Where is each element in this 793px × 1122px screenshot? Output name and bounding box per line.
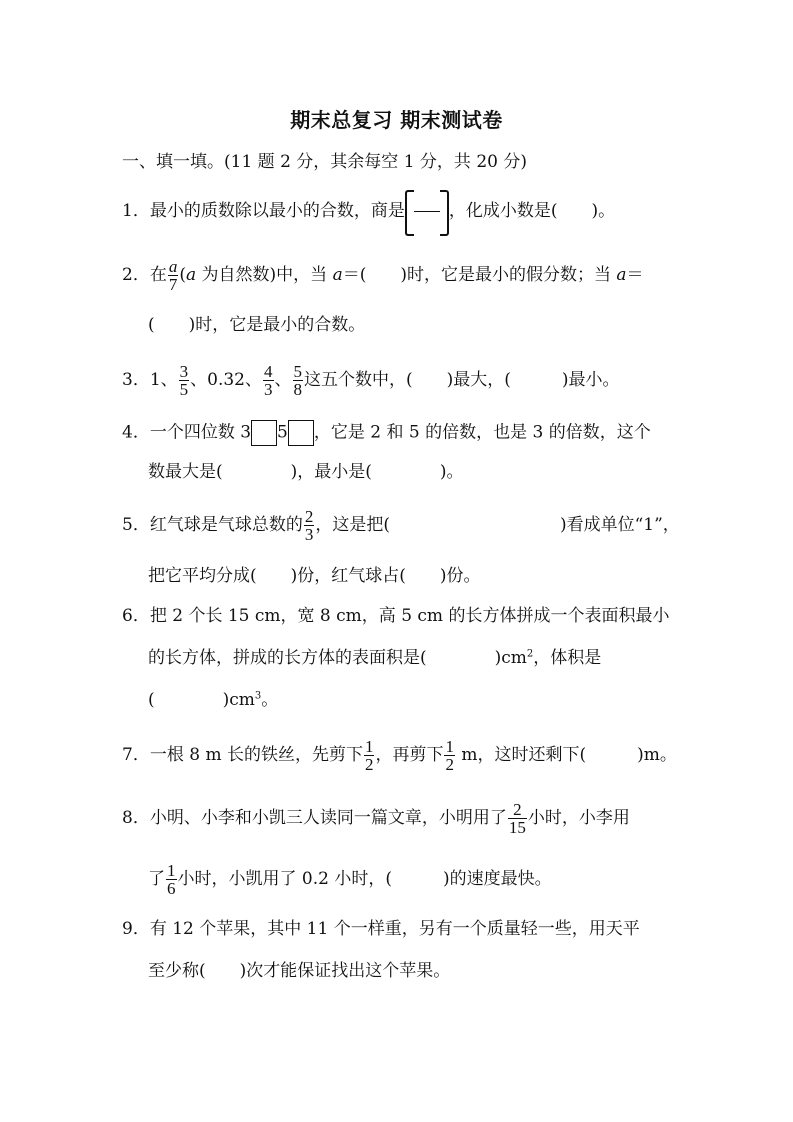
question-4-line-2: 数最大是( )，最小是( )。: [148, 462, 464, 482]
question-8: 8．小明、小李和小凯三人读同一篇文章，小明用了 $\frac{2}{15}$ 小时，小李用: [122, 800, 630, 837]
question-5-line-2: 把它平均分成( )份，红气球占( )份。: [148, 566, 481, 586]
digit-box-1[interactable]: [251, 420, 277, 446]
question-8-line-2: 了 $\frac{1}{6}$ 小时，小凯用了 0.2 小时，( )的速度最快。: [148, 861, 552, 898]
page-title: 期末总复习 期末测试卷: [290, 108, 503, 132]
section-heading: 一、填一填。(11 题 2 分，其余每空 1 分，共 20 分): [122, 152, 527, 172]
question-9: 9．有 12 个苹果，其中 11 个一样重，另有一个质量轻一些，用天平: [122, 919, 640, 939]
question-3: 3．1、 $\frac{3}{5}$ 、0.32、 $\frac{4}{3}$ 、 $\frac{5}{8}$ 这五个数中，( )最大，( )最小。: [122, 362, 620, 399]
digit-box-2[interactable]: [288, 420, 314, 446]
question-5: 5．红气球是气球总数的 $\frac{2}{3}$ ，这是把( )看成单位“1”，: [122, 507, 680, 544]
question-9-line-2: 至少称( )次才能保证找出这个苹果。: [148, 961, 451, 981]
question-6: 6．把 2 个长 15 cm，宽 8 cm，高 5 cm 的长方体拼成一个表面积最小: [122, 606, 670, 626]
question-2: 2．在 $\frac{a}{7}$ (a 为自然数)中，当 a＝( )时，它是最小的假分数；当 a＝: [122, 257, 644, 294]
fraction-answer-box[interactable]: [405, 190, 449, 234]
question-6-line-3: ( )$cm^3$。: [148, 690, 279, 710]
question-4: 4．一个四位数 3 5 ，它是 2 和 5 的倍数，也是 3 的倍数，这个: [122, 420, 651, 446]
question-1: 1．最小的质数除以最小的合数，商是 ，化成小数是( )。: [122, 188, 615, 234]
question-2-line-2: ( )时，它是最小的合数。: [148, 315, 366, 335]
question-6-line-2: 的长方体，拼成的长方体的表面积是( )$cm^2$，体积是: [148, 648, 602, 668]
question-7: 7．一根 8 m 长的铁丝，先剪下 $\frac{1}{2}$ ，再剪下 $\frac{1}{2}$ m，这时还剩下( )m。: [122, 737, 677, 774]
